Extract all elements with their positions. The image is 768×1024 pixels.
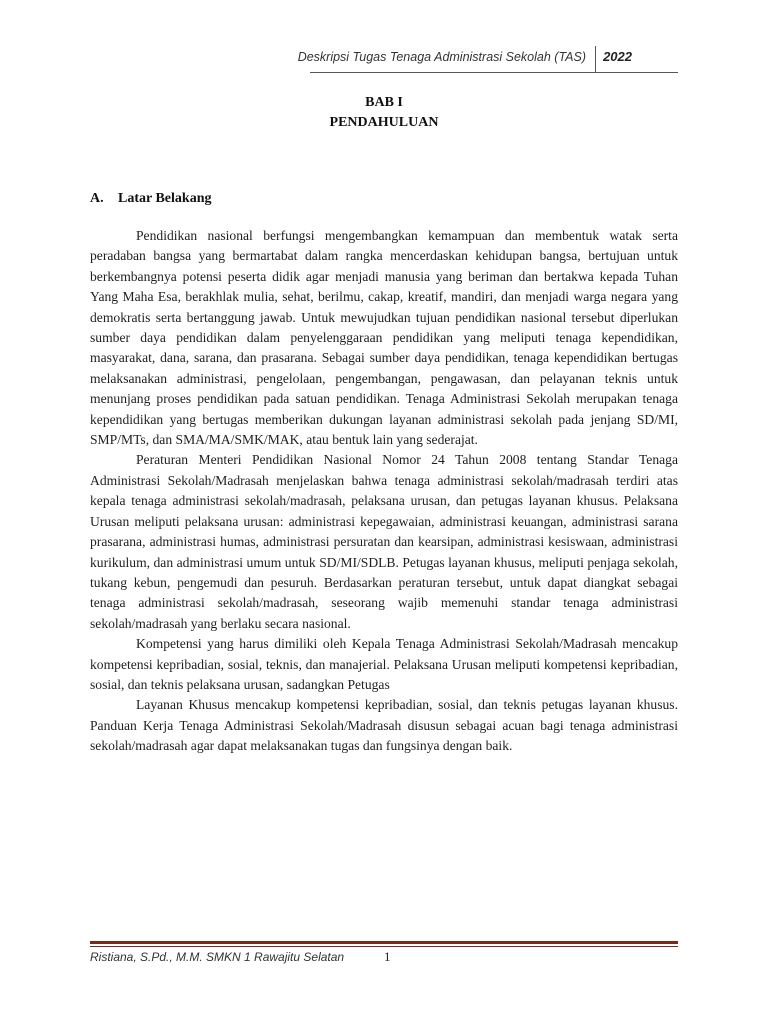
- header-document-title: Deskripsi Tugas Tenaga Administrasi Sekolah (TAS): [297, 50, 586, 64]
- page-header: [90, 46, 678, 74]
- footer-author: Ristiana, S.Pd., M.M. SMKN 1 Rawajitu Selatan: [90, 950, 345, 964]
- paragraph: Kompetensi yang harus dimiliki oleh Kepala Tenaga Administrasi Sekolah/Madrasah mencakup kompetensi kepribadian, sosial, teknis, dan manajerial. Pelaksana Urusan meliputi kompetensi kepribadian, sosial, dan teknis pelaksana urusan, sadangkan Petugas: [90, 636, 678, 692]
- chapter-title: PENDAHULUAN: [329, 115, 439, 130]
- body-text: [90, 226, 678, 757]
- section-heading: [90, 191, 211, 207]
- paragraph: Pendidikan nasional berfungsi mengembangkan kemampuan dan membentuk watak serta peradaban bangsa yang bermartabat dalam rangka mencerdaskan kehidupan bangsa, bertujuan untuk berkembangnya potensi peserta didik agar menjadi manusia yang beriman dan bertakwa kepada Tuhan Yang Maha Esa, berakhlak mulia, sehat, berilmu, cakap, kreatif, mandiri, dan menjadi warga negara yang demokratis serta bertanggung jawab. Untuk mewujudkan tujuan pendidikan nasional tersebut diperlukan sumber daya pendidikan dalam penyelenggaraan pendidikan yang meliputi tenaga kependidikan, masyarakat, dana, sarana, dan prasarana. Sebagai sumber daya pendidikan, tenaga kependidikan bertugas melaksanakan administrasi, pengelolaan, pengembangan, pengawasan, dan pelayanan teknis untuk menunjang proses pendidikan pada satuan pendidikan. Tenaga Administrasi Sekolah merupakan tenaga kependidikan yang bertugas memberikan dukungan layanan administrasi sekolah pada jenjang SD/MI, SMP/MTs, dan SMA/MA/SMK/MAK, atau bentuk lain yang sederajat.: [90, 228, 678, 448]
- chapter-number: BAB I: [365, 95, 403, 110]
- section-letter: A.: [90, 191, 104, 206]
- section-title: Latar Belakang: [118, 191, 212, 206]
- paragraph: Layanan Khusus mencakup kompetensi kepribadian, sosial, dan teknis petugas layanan khusus. Panduan Kerja Tenaga Administrasi Sekolah/Madrasah disusun sebagai acuan bagi tenaga administrasi sekolah/madrasah agar dapat melaksanakan tugas dan fungsinya dengan baik.: [90, 697, 678, 754]
- footer-rule: [90, 941, 678, 944]
- paragraph: Peraturan Menteri Pendidikan Nasional Nomor 24 Tahun 2008 tentang Standar Tenaga Administrasi Sekolah/Madrasah menjelaskan bahwa tenaga administrasi sekolah/madrasah terdiri atas kepala tenaga administrasi sekolah/madrasah, pelaksana urusan, dan petugas layanan khusus. Pelaksana Urusan meliputi pelaksana urusan: administrasi kepegawaian, administrasi keuangan, administrasi sarana prasarana, administrasi humas, administrasi persuratan dan kearsipan, administrasi kesiswaan, administrasi kurikulum, dan administrasi umum untuk SD/MI/SDLB. Petugas layanan khusus, meliputi penjaga sekolah, tukang kebun, pengemudi dan pesuruh. Berdasarkan peraturan tersebut, untuk dapat diangkat sebagai tenaga administrasi sekolah/madrasah, seseorang wajib memenuhi standar tenaga administrasi sekolah/madrasah yang berlaku secara nasional.: [90, 452, 678, 631]
- footer-rule-thin: [90, 946, 678, 947]
- header-rule: [310, 72, 678, 73]
- page-number: 1: [384, 949, 391, 964]
- header-divider: [595, 46, 596, 72]
- header-year: 2022: [603, 49, 632, 64]
